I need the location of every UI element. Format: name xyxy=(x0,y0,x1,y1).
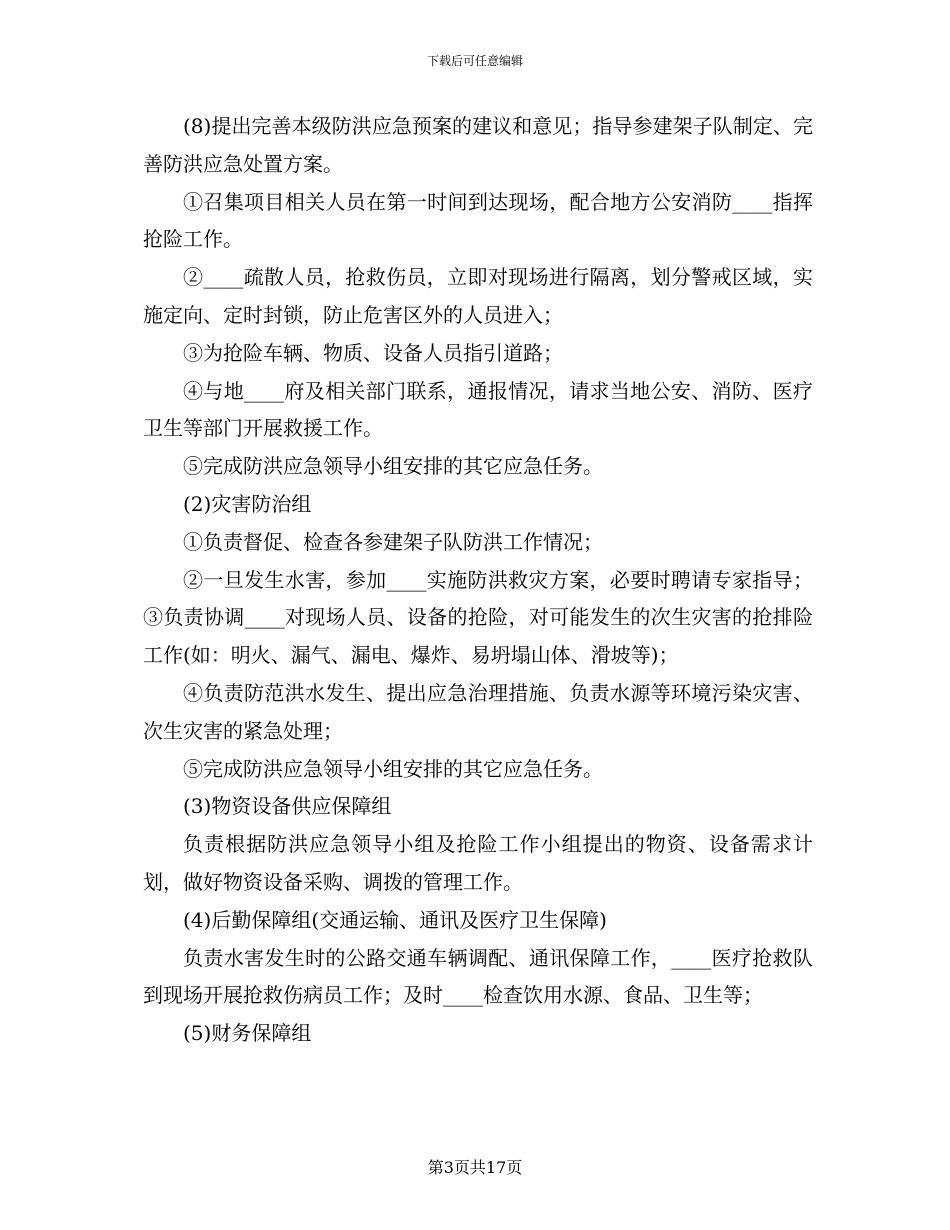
document-body xyxy=(143,108,813,1053)
page-header: 下载后可任意编辑 xyxy=(426,54,523,68)
paragraph: ①召集项目相关人员在第一时间到达现场，配合地方公安消防____指挥抢险工作。 xyxy=(143,189,813,252)
paragraph: ②____疏散人员，抢救伤员，立即对现场进行隔离，划分警戒区域，实施定向、定时封锁，防止危害区外的人员进入； xyxy=(143,265,813,327)
paragraph: 负责水害发生时的公路交通车辆调配、通讯保障工作，____医疗抢救队到现场开展抢救伤病员工作；及时____检查饮用水源、食品、卫生等； xyxy=(143,945,813,1008)
paragraph: (8)提出完善本级防洪应急预案的建议和意见；指导参建架子队制定、完善防洪应急处置方案。 xyxy=(143,114,813,176)
paragraph: ⑤完成防洪应急领导小组安排的其它应急任务。 xyxy=(183,454,603,479)
paragraph: 负责根据防洪应急领导小组及抢险工作小组提出的物资、设备需求计划，做好物资设备采购、调拨的管理工作。 xyxy=(143,832,813,894)
section-heading: (2)灾害防治组 xyxy=(183,491,312,516)
section-heading: (4)后勤保障组(交通运输、通讯及医疗卫生保障) xyxy=(183,907,607,932)
paragraph: ⑤完成防洪应急领导小组安排的其它应急任务。 xyxy=(183,756,603,781)
paragraph: ③为抢险车辆、物质、设备人员指引道路； xyxy=(183,340,563,365)
paragraph: ④与地____府及相关部门联系，通报情况，请求当地公安、消防、医疗卫生等部门开展救援工作。 xyxy=(143,378,813,441)
section-heading: (3)物资设备供应保障组 xyxy=(183,794,392,819)
paragraph: ④负责防范洪水发生、提出应急治理措施、负责水源等环境污染灾害、次生灾害的紧急处理； xyxy=(143,680,813,743)
paragraph: ①负责督促、检查各参建架子队防洪工作情况； xyxy=(183,529,603,554)
page-number: 第3页共17页 xyxy=(427,1158,523,1177)
section-heading: (5)财务保障组 xyxy=(183,1021,312,1046)
paragraph: ②一旦发生水害，参加____实施防洪救灾方案，必要时聘请专家指导；③负责协调____对现场人员、设备的抢险，对可能发生的次生灾害的抢排险工作(如：明火、漏气、漏电、爆炸、易坍塌山体、滑坡等)； xyxy=(143,567,813,668)
